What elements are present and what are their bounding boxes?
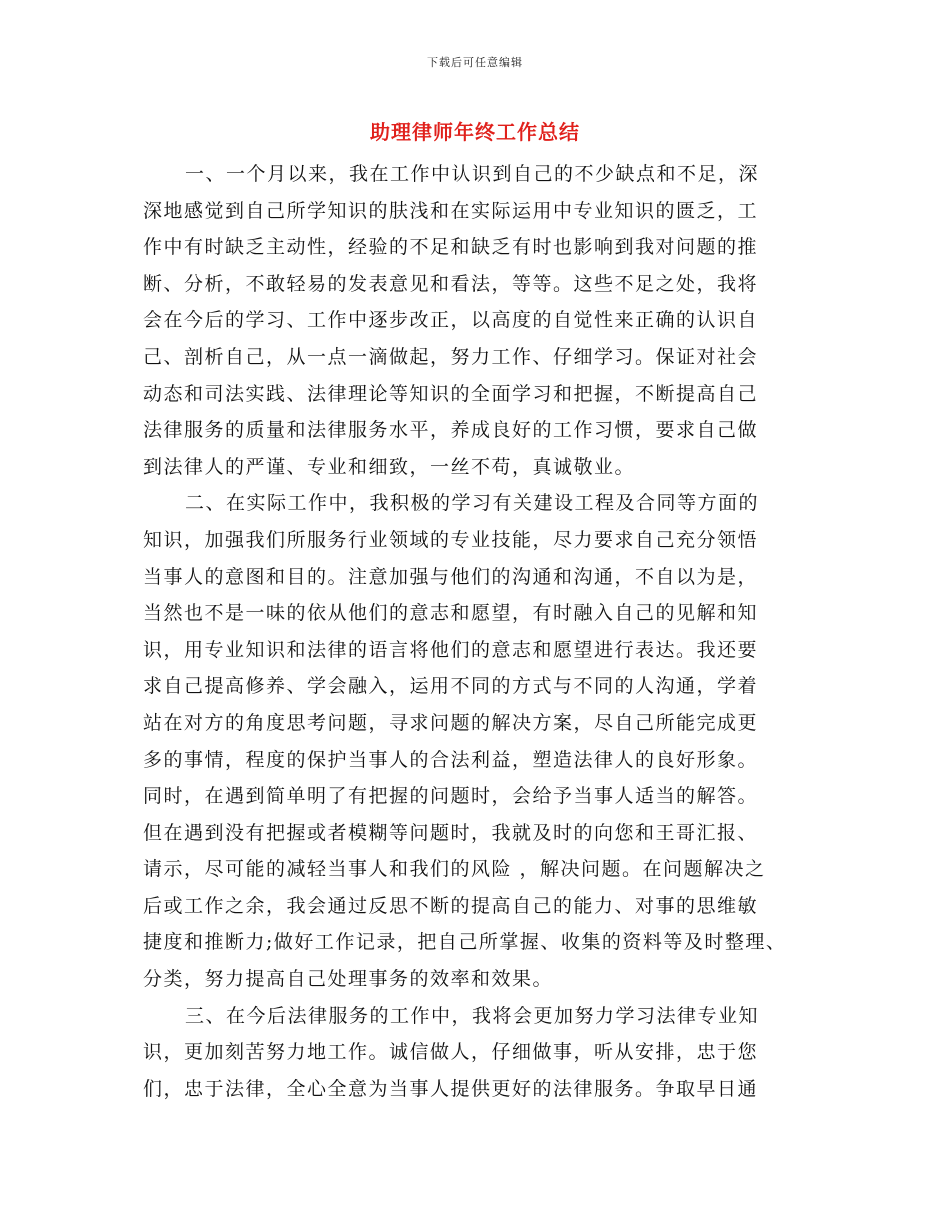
paragraph-line: 但在遇到没有把握或者模糊等问题时，我就及时的向您和王哥汇报、	[143, 821, 759, 844]
paragraph	[143, 156, 823, 485]
paragraph-line: 到法律人的严谨、专业和细致，一丝不苟，真诚敬业。	[143, 455, 636, 478]
paragraph-line: 己、剖析自己，从一点一滴做起，努力工作、仔细学习。保证对社会	[143, 345, 759, 368]
paragraph-line: 作中有时缺乏主动性，经验的不足和缺乏有时也影响到我对问题的推	[143, 236, 759, 259]
paragraph-line: 请示，尽可能的减轻当事人和我们的风险 ，解决问题。在问题解决之	[143, 858, 766, 881]
paragraph-line: 分类，努力提高自己处理事务的效率和效果。	[143, 968, 554, 991]
paragraph-line: 会在今后的学习、工作中逐步改正，以高度的自觉性来正确的认识自	[143, 309, 759, 332]
paragraph-line: 们，忠于法律，全心全意为当事人提供更好的法律服务。争取早日通	[143, 1077, 759, 1100]
paragraph-line: 断、分析，不敢轻易的发表意见和看法，等等。这些不足之处，我将	[143, 272, 759, 295]
document-title: 助理律师年终工作总结	[370, 120, 580, 144]
paragraph-line: 一、一个月以来，我在工作中认识到自己的不少缺点和不足，深	[185, 163, 760, 185]
document-body	[143, 156, 823, 1107]
paragraph-line: 同时，在遇到简单明了有把握的问题时，会给予当事人适当的解答。	[143, 785, 759, 808]
paragraph-line: 知识，加强我们所服务行业领域的专业技能，尽力要求自己充分领悟	[143, 528, 759, 551]
paragraph-line: 深地感觉到自己所学知识的肤浅和在实际运用中专业知识的匮乏，工	[143, 199, 759, 222]
paragraph-line: 捷度和推断力;做好工作记录，把自己所掌握、收集的资料等及时整理、	[143, 931, 787, 954]
paragraph-line: 当然也不是一味的依从他们的意志和愿望，有时融入自己的见解和知	[143, 602, 759, 625]
paragraph-line: 求自己提高修养、学会融入，运用不同的方式与不同的人沟通，学着	[143, 675, 759, 698]
paragraph-line: 二、在实际工作中，我积极的学习有关建设工程及合同等方面的	[185, 492, 760, 515]
paragraph	[143, 998, 823, 1108]
paragraph-line: 站在对方的角度思考问题，寻求问题的解决方案，尽自己所能完成更	[143, 711, 759, 734]
page-header: 下载后可任意编辑	[427, 56, 523, 69]
paragraph-line: 当事人的意图和目的。注意加强与他们的沟通和沟通，不自以为是，	[143, 565, 759, 588]
paragraph-line: 识，用专业知识和法律的语言将他们的意志和愿望进行表达。我还要	[143, 638, 759, 661]
paragraph-line: 动态和司法实践、法律理论等知识的全面学习和把握，不断提高自己	[143, 382, 759, 405]
paragraph-line: 后或工作之余，我会通过反思不断的提高自己的能力、对事的思维敏	[143, 894, 759, 917]
paragraph-line: 识，更加刻苦努力地工作。诚信做人，仔细做事，听从安排，忠于您	[143, 1041, 759, 1064]
paragraph-line: 三、在今后法律服务的工作中，我将会更加努力学习法律专业知	[185, 1004, 760, 1027]
paragraph	[143, 485, 823, 997]
paragraph-line: 多的事情，程度的保护当事人的合法利益，塑造法律人的良好形象。	[143, 748, 759, 771]
paragraph-line: 法律服务的质量和法律服务水平，养成良好的工作习惯，要求自己做	[143, 419, 759, 442]
